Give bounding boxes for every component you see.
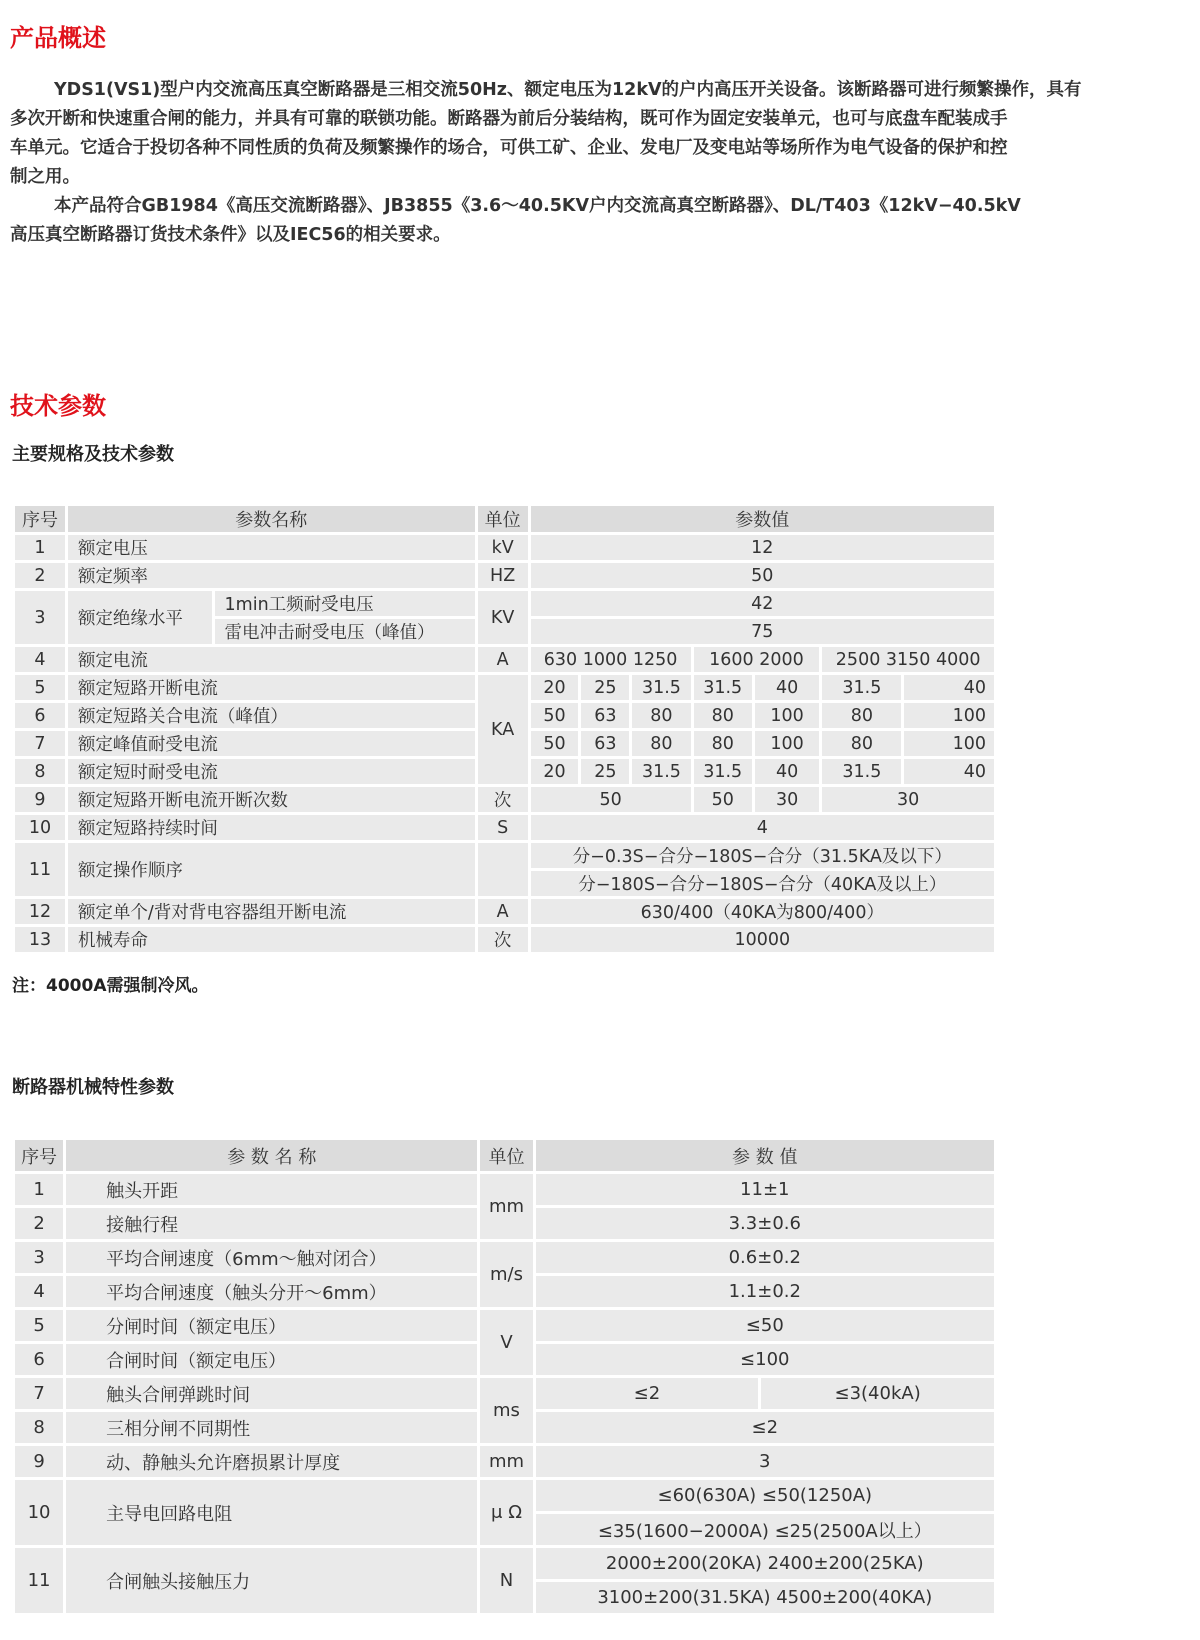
- cell: 3: [15, 1242, 63, 1273]
- table-row: [15, 787, 994, 812]
- cell: ≤35(1600−2000A) ≤25(2500A以上）: [536, 1514, 994, 1545]
- cell: 100: [755, 703, 820, 728]
- cell: 触头合闸弹跳时间: [66, 1378, 477, 1409]
- cell: 额定操作顺序: [68, 843, 475, 896]
- cell: 额定频率: [68, 563, 475, 588]
- cell: 7: [15, 1378, 63, 1409]
- cell: ≤60(630A) ≤50(1250A): [536, 1480, 994, 1511]
- cell: 20: [531, 759, 579, 784]
- cell: 动、静触头允许磨损累计厚度: [66, 1446, 477, 1477]
- cell: 次: [478, 787, 528, 812]
- cell: 6: [15, 703, 65, 728]
- cell: 42: [531, 591, 994, 616]
- cell: 1: [15, 1174, 63, 1205]
- cell: 5: [15, 675, 65, 700]
- cell: 分闸时间（额定电压）: [66, 1310, 477, 1341]
- cell: 40: [904, 675, 994, 700]
- table-row: [15, 1480, 994, 1511]
- cell: 13: [15, 927, 65, 952]
- cell: m/s: [480, 1242, 532, 1307]
- table-row: [15, 815, 994, 840]
- cell: N: [480, 1548, 532, 1613]
- cell: kV: [478, 535, 528, 560]
- cell: 7: [15, 731, 65, 756]
- cell: 3: [15, 591, 65, 644]
- cell: 合闸触头接触压力: [66, 1548, 477, 1613]
- cell: ≤100: [536, 1344, 994, 1375]
- cell: μ Ω: [480, 1480, 532, 1545]
- cell: 8: [15, 759, 65, 784]
- tech-title: 技术参数: [10, 392, 106, 420]
- cell: HZ: [478, 563, 528, 588]
- overview-title: 产品概述: [10, 24, 106, 52]
- cell: KV: [478, 591, 528, 644]
- cell: 630 1000 1250: [531, 647, 691, 672]
- main-spec-subtitle: 主要规格及技术参数: [12, 444, 174, 465]
- cell: 30: [822, 787, 994, 812]
- cell: 触头开距: [66, 1174, 477, 1205]
- overview-line: YDS1(VS1)型户内交流高压真空断路器是三相交流50Hz、额定电压为12kV的户内高压开关设备。该断路器可进行频繁操作，具有: [54, 80, 1082, 100]
- cell: 2500 3150 4000: [822, 647, 994, 672]
- table-note: 注：4000A需强制冷风。: [12, 976, 209, 996]
- cell: 2: [15, 1208, 63, 1239]
- overview-line: 多次开断和快速重合闸的能力，并具有可靠的联锁功能。断路器为前后分装结构，既可作为固定安装单元，也可与底盘车配装成手: [10, 109, 1008, 129]
- cell: 5: [15, 1310, 63, 1341]
- cell: 63: [581, 703, 629, 728]
- cell: 次: [478, 927, 528, 952]
- table-row: [15, 1174, 994, 1205]
- cell: 31.5: [822, 675, 901, 700]
- cell: 30: [755, 787, 820, 812]
- cell: 31.5: [632, 759, 690, 784]
- cell: mm: [480, 1446, 532, 1477]
- cell: 0.6±0.2: [536, 1242, 994, 1273]
- cell: A: [478, 899, 528, 924]
- cell: 100: [904, 703, 994, 728]
- cell: KA: [478, 675, 528, 784]
- cell: 平均合闸速度（6mm～触对闭合）: [66, 1242, 477, 1273]
- overview-line: 制之用。: [10, 167, 80, 187]
- cell: ≤3(40kA): [761, 1378, 994, 1409]
- cell: 100: [755, 731, 820, 756]
- cell: 11: [15, 1548, 63, 1613]
- cell: 80: [822, 703, 901, 728]
- header-cell: 参 数 名 称: [66, 1140, 477, 1171]
- cell: 10: [15, 1480, 63, 1545]
- cell: 额定单个/背对背电容器组开断电流: [68, 899, 475, 924]
- table-row: [15, 899, 994, 924]
- cell: 25: [581, 675, 629, 700]
- cell: 三相分闸不同期性: [66, 1412, 477, 1443]
- header-cell: 单位: [480, 1140, 532, 1171]
- cell: 4: [531, 815, 994, 840]
- header-cell: 参数值: [531, 506, 994, 532]
- table-row: [15, 1310, 994, 1341]
- cell: ≤2: [536, 1378, 759, 1409]
- cell: 25: [581, 759, 629, 784]
- overview-text: [10, 76, 1190, 250]
- cell: 1.1±0.2: [536, 1276, 994, 1307]
- cell: 31.5: [632, 675, 690, 700]
- cell: 平均合闸速度（触头分开～6mm）: [66, 1276, 477, 1307]
- cell: 额定电压: [68, 535, 475, 560]
- mech-spec-table: [12, 1137, 997, 1616]
- cell: 9: [15, 787, 65, 812]
- cell: 40: [755, 759, 820, 784]
- main-spec-table: [12, 503, 997, 955]
- cell: 31.5: [822, 759, 901, 784]
- header-cell: 参 数 值: [536, 1140, 994, 1171]
- cell: mm: [480, 1174, 532, 1239]
- cell: S: [478, 815, 528, 840]
- cell: 额定绝缘水平: [68, 591, 212, 644]
- cell: 额定短路关合电流（峰值）: [68, 703, 475, 728]
- table-row: [15, 591, 994, 616]
- table-row: [15, 647, 994, 672]
- overview-line: 本产品符合GB1984《高压交流断路器》、JB3855《3.6～40.5KV户内交流高真空断路器》、DL/T403《12kV−40.5kV: [54, 196, 1021, 216]
- cell: 10: [15, 815, 65, 840]
- cell: 100: [904, 731, 994, 756]
- cell: 63: [581, 731, 629, 756]
- cell: 雷电冲击耐受电压（峰值）: [215, 619, 475, 644]
- cell: 11: [15, 843, 65, 896]
- cell: 40: [755, 675, 820, 700]
- table-row: [15, 563, 994, 588]
- cell: 额定短路开断电流开断次数: [68, 787, 475, 812]
- cell: 主导电回路电阻: [66, 1480, 477, 1545]
- cell: 11±1: [536, 1174, 994, 1205]
- cell: 额定峰值耐受电流: [68, 731, 475, 756]
- cell: 1: [15, 535, 65, 560]
- table-row: [15, 535, 994, 560]
- cell: ms: [480, 1378, 532, 1443]
- table-row: [15, 1242, 994, 1273]
- cell: 2000±200(20KA) 2400±200(25KA): [536, 1548, 994, 1579]
- header-cell: 序号: [15, 1140, 63, 1171]
- header-cell: 单位: [478, 506, 528, 532]
- header-cell: 参数名称: [68, 506, 475, 532]
- overview-line: 高压真空断路器订货技术条件》以及IEC56的相关要求。: [10, 225, 451, 245]
- cell: 4: [15, 647, 65, 672]
- cell: 8: [15, 1412, 63, 1443]
- cell: 50: [531, 787, 691, 812]
- header-cell: 序号: [15, 506, 65, 532]
- table-header-row: [15, 1140, 994, 1171]
- cell: 1min工频耐受电压: [215, 591, 475, 616]
- cell: 接触行程: [66, 1208, 477, 1239]
- table-row: [15, 843, 994, 868]
- cell: 10000: [531, 927, 994, 952]
- table-row: [15, 1378, 994, 1409]
- cell: [478, 843, 528, 896]
- table-row: [15, 927, 994, 952]
- cell: 合闸时间（额定电压）: [66, 1344, 477, 1375]
- cell: 机械寿命: [68, 927, 475, 952]
- cell: 分−180S−合分−180S−合分（40KA及以上）: [531, 871, 994, 896]
- cell: 40: [904, 759, 994, 784]
- cell: 80: [822, 731, 901, 756]
- cell: 分−0.3S−合分−180S−合分（31.5KA及以下）: [531, 843, 994, 868]
- cell: 额定短时耐受电流: [68, 759, 475, 784]
- cell: ≤50: [536, 1310, 994, 1341]
- cell: 1600 2000: [694, 647, 820, 672]
- cell: 50: [531, 563, 994, 588]
- cell: 12: [15, 899, 65, 924]
- cell: 额定短路持续时间: [68, 815, 475, 840]
- cell: 额定短路开断电流: [68, 675, 475, 700]
- cell: 31.5: [694, 675, 752, 700]
- cell: A: [478, 647, 528, 672]
- table-row: [15, 1548, 994, 1579]
- cell: 4: [15, 1276, 63, 1307]
- cell: 2: [15, 563, 65, 588]
- cell: 630/400（40KA为800/400）: [531, 899, 994, 924]
- cell: 9: [15, 1446, 63, 1477]
- cell: 12: [531, 535, 994, 560]
- cell: V: [480, 1310, 532, 1375]
- cell: 3.3±0.6: [536, 1208, 994, 1239]
- cell: 80: [632, 703, 690, 728]
- cell: 31.5: [694, 759, 752, 784]
- table-row: [15, 675, 994, 700]
- cell: 80: [632, 731, 690, 756]
- cell: 额定电流: [68, 647, 475, 672]
- table-row: [15, 1446, 994, 1477]
- cell: 20: [531, 675, 579, 700]
- cell: 80: [694, 731, 752, 756]
- cell: 80: [694, 703, 752, 728]
- cell: ≤2: [536, 1412, 994, 1443]
- cell: 75: [531, 619, 994, 644]
- overview-line: 车单元。它适合于投切各种不同性质的负荷及频繁操作的场合，可供工矿、企业、发电厂及变电站等场所作为电气设备的保护和控: [10, 138, 1008, 158]
- cell: 3100±200(31.5KA) 4500±200(40KA): [536, 1582, 994, 1613]
- cell: 6: [15, 1344, 63, 1375]
- table-header-row: [15, 506, 994, 532]
- cell: 3: [536, 1446, 994, 1477]
- cell: 50: [531, 703, 579, 728]
- cell: 50: [531, 731, 579, 756]
- mech-spec-subtitle: 断路器机械特性参数: [12, 1077, 174, 1098]
- cell: 50: [694, 787, 752, 812]
